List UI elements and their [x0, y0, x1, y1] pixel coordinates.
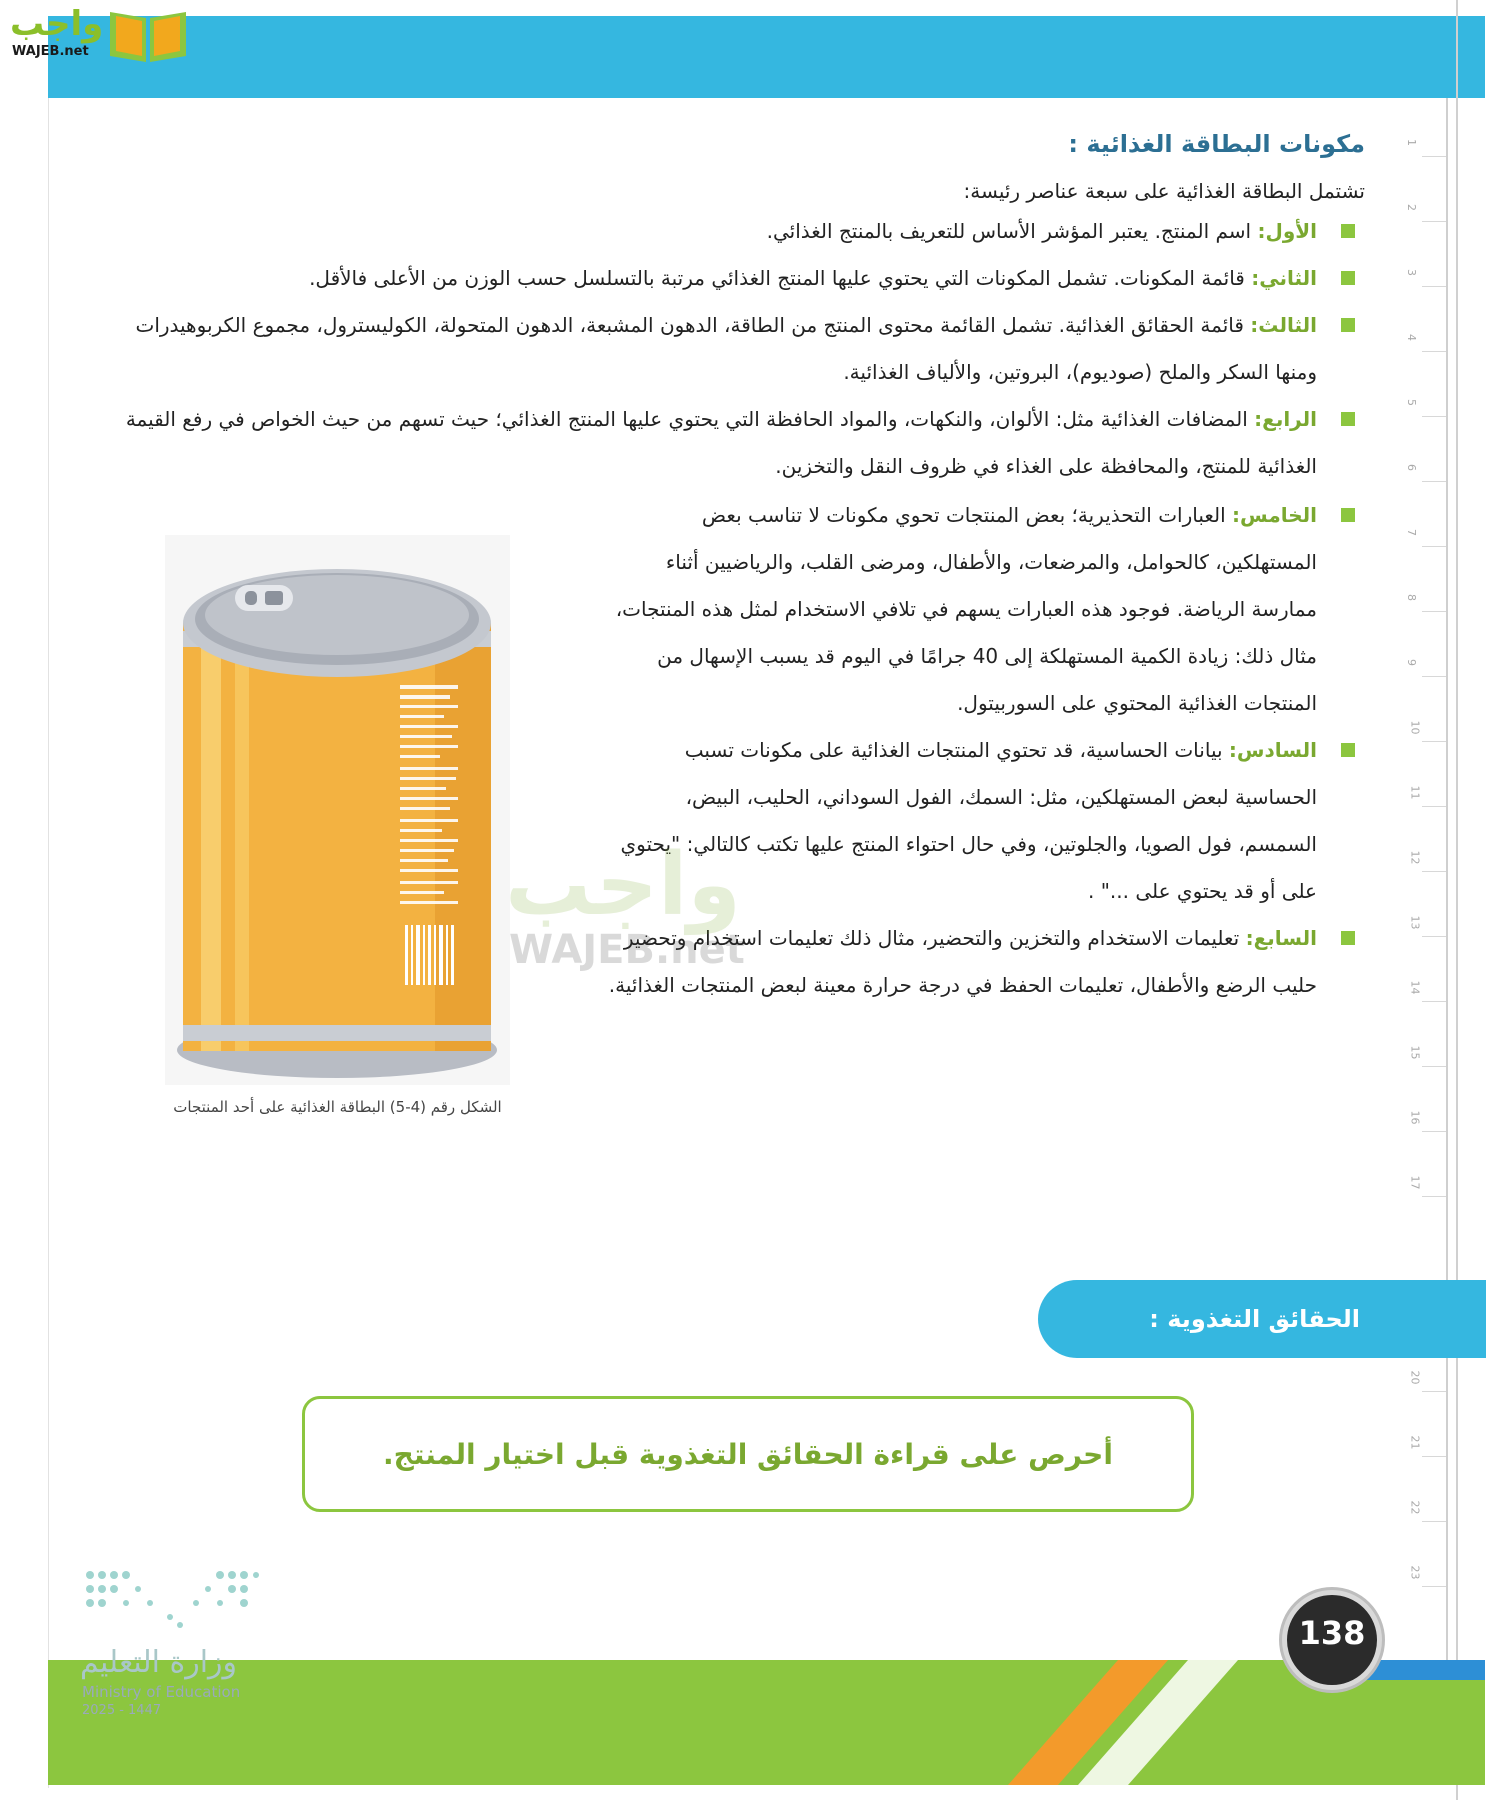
list-item — [125, 396, 1365, 490]
ruler-tick — [1422, 741, 1446, 742]
logo-latin-text: WAJEB.net — [12, 44, 89, 59]
ruler-tick — [1422, 676, 1446, 677]
ruler-number: 5 — [1405, 399, 1418, 406]
wajeb-watermark — [505, 835, 925, 975]
ruler-number: 3 — [1405, 269, 1418, 276]
ruler-number: 9 — [1405, 659, 1418, 666]
page-number: 138 — [1298, 1614, 1366, 1652]
item-text: قائمة المكونات. تشمل المكونات التي يحتوي عليها المنتج الغذائي مرتبة بالتسلسل حسب الوزن من الأعلى فالأقل. — [309, 266, 1252, 290]
ruler-number: 17 — [1408, 1175, 1422, 1190]
tip-text: أحرص على قراءة الحقائق التغذوية قبل اختيار المنتج. — [383, 1438, 1113, 1471]
bullet-square-icon — [1341, 271, 1355, 285]
item-text: العبارات التحذيرية؛ بعض المنتجات تحوي مكونات لا تناسب بعض المستهلكين، كالحوامل، والمرضعات، والأطفال، ومرضى القلب، والرياضيين أثناء ممارسة الرياضة. فوجود هذه العبارات يسهم في تلافي الاستخدام لمثل هذه المنتجات، مثال ذلك: زيادة الكمية المستهلكة إلى 40 جرامًا في اليوم قد يسبب الإسهال من المنتجات الغذائية المحتوي على السوربيتول. — [615, 503, 1317, 715]
top-header-band — [48, 16, 1485, 98]
ruler-number: 23 — [1408, 1565, 1422, 1580]
ruler-number: 20 — [1408, 1370, 1422, 1385]
can-illustration — [165, 535, 510, 1085]
ruler-tick — [1422, 351, 1446, 352]
item-text: اسم المنتج. يعتبر المؤشر الأساس للتعريف بالمنتج الغذائي. — [766, 219, 1258, 243]
bullet-square-icon — [1341, 508, 1355, 522]
ruler-number: 2 — [1405, 204, 1418, 211]
intro-text: تشتمل البطاقة الغذائية على سبعة عناصر رئيسة: — [963, 179, 1365, 203]
item-label: الثالث: — [1250, 313, 1317, 337]
ruler-number: 14 — [1408, 980, 1422, 995]
figure-caption: الشكل رقم (4-5) البطاقة الغذائية على أحد المنتجات — [173, 1098, 502, 1116]
watermark-arabic: واجب — [505, 835, 741, 935]
list-item — [125, 208, 1365, 255]
item-text: بيانات الحساسية، قد تحتوي المنتجات الغذائية على مكونات تسبب الحساسية لبعض المستهلكين، مثل: السمك، الفول السوداني، الحليب، البيض، السمسم، فول الصويا، والجلوتين، وفي حال احتواء المنتج عليها تكتب كالتالي: "يحتوي على أو قد يحتوي على ..." . — [620, 738, 1317, 903]
ruler-tick — [1422, 806, 1446, 807]
ruler-tick — [1422, 481, 1446, 482]
bullet-square-icon — [1341, 743, 1355, 757]
ruler-tick — [1422, 1456, 1446, 1457]
wajeb-logo[interactable] — [0, 0, 195, 70]
logo-arabic-text: واجب — [10, 4, 104, 44]
ruler-tick — [1422, 286, 1446, 287]
item-label: الخامس: — [1232, 503, 1317, 527]
page-edge-line — [1456, 0, 1458, 1800]
ruler-tick — [1422, 1066, 1446, 1067]
item-label: الثاني: — [1251, 266, 1317, 290]
ruler-tick — [1422, 1586, 1446, 1587]
ruler-tick — [1422, 1131, 1446, 1132]
item-label: السابع: — [1245, 926, 1317, 950]
ruler-tick — [1422, 156, 1446, 157]
ruler-tick — [1422, 611, 1446, 612]
ruler-tick — [1422, 546, 1446, 547]
ruler-number: 16 — [1408, 1110, 1422, 1125]
nutrition-facts-title: الحقائق التغذوية : — [1149, 1305, 1360, 1333]
ruler-tick — [1422, 1521, 1446, 1522]
bullet-square-icon — [1341, 931, 1355, 945]
ruler-tick — [1422, 871, 1446, 872]
ministry-of-education-logo — [80, 1565, 280, 1725]
ruler-tick — [1422, 1196, 1446, 1197]
item-text: قائمة الحقائق الغذائية. تشمل القائمة محتوى المنتج من الطاقة، الدهون المشبعة، الدهون المتحولة، الكوليسترول، مجموع الكربوهيدرات ومنها السكر والملح (صوديوم)، البروتين، والألياف الغذائية. — [135, 313, 1317, 384]
item-label: السادس: — [1228, 738, 1317, 762]
ruler-number: 11 — [1408, 785, 1422, 800]
list-item — [602, 492, 1365, 727]
moe-dots-icon — [80, 1565, 260, 1635]
canned-product-figure — [165, 535, 510, 1085]
bullet-square-icon — [1341, 318, 1355, 332]
moe-year: 2025 - 1447 — [82, 1703, 162, 1718]
ruler-tick — [1422, 1391, 1446, 1392]
side-ruler — [1405, 98, 1454, 1698]
ruler-tick — [1422, 1001, 1446, 1002]
ruler-line — [1446, 98, 1448, 1698]
ruler-number: 6 — [1405, 464, 1418, 471]
ruler-tick — [1422, 936, 1446, 937]
list-item — [125, 255, 1365, 302]
ruler-number: 10 — [1408, 720, 1422, 735]
ruler-number: 8 — [1405, 594, 1418, 601]
item-text: تعليمات الاستخدام والتخزين والتحضير، مثال ذلك تعليمات استخدام وتحضير حليب الرضع والأطفال، تعليمات الحفظ في درجة حرارة معينة لبعض المنتجات الغذائية. — [608, 926, 1317, 997]
moe-english-name: Ministry of Education — [82, 1683, 241, 1701]
ruler-number: 12 — [1408, 850, 1422, 865]
section-title: مكونات البطاقة الغذائية : — [1068, 130, 1365, 158]
ruler-number: 22 — [1408, 1500, 1422, 1515]
page-margin-line — [48, 98, 49, 1788]
ruler-number: 13 — [1408, 915, 1422, 930]
bullet-square-icon — [1341, 412, 1355, 426]
item-label: الأول: — [1257, 219, 1317, 243]
ruler-number: 4 — [1405, 334, 1418, 341]
book-icon — [108, 6, 188, 64]
moe-arabic-name: وزارة التعليم — [80, 1645, 238, 1680]
bullet-square-icon — [1341, 224, 1355, 238]
ruler-tick — [1422, 221, 1446, 222]
ruler-number: 1 — [1405, 139, 1418, 146]
item-text: المضافات الغذائية مثل: الألوان، والنكهات، والمواد الحافظة التي يحتوي عليها المنتج الغذائي؛ حيث تسهم من حيث الخواص في رفع القيمة الغذائية للمنتج، والمحافظة على الغذاء في ظروف النقل والتخزين. — [125, 407, 1317, 478]
ruler-tick — [1422, 416, 1446, 417]
watermark-latin: WAJEB.net — [509, 927, 745, 973]
item-label: الرابع: — [1254, 407, 1317, 431]
ruler-number: 7 — [1405, 529, 1418, 536]
ruler-number: 15 — [1408, 1045, 1422, 1060]
list-item — [125, 302, 1365, 396]
ruler-number: 21 — [1408, 1435, 1422, 1450]
